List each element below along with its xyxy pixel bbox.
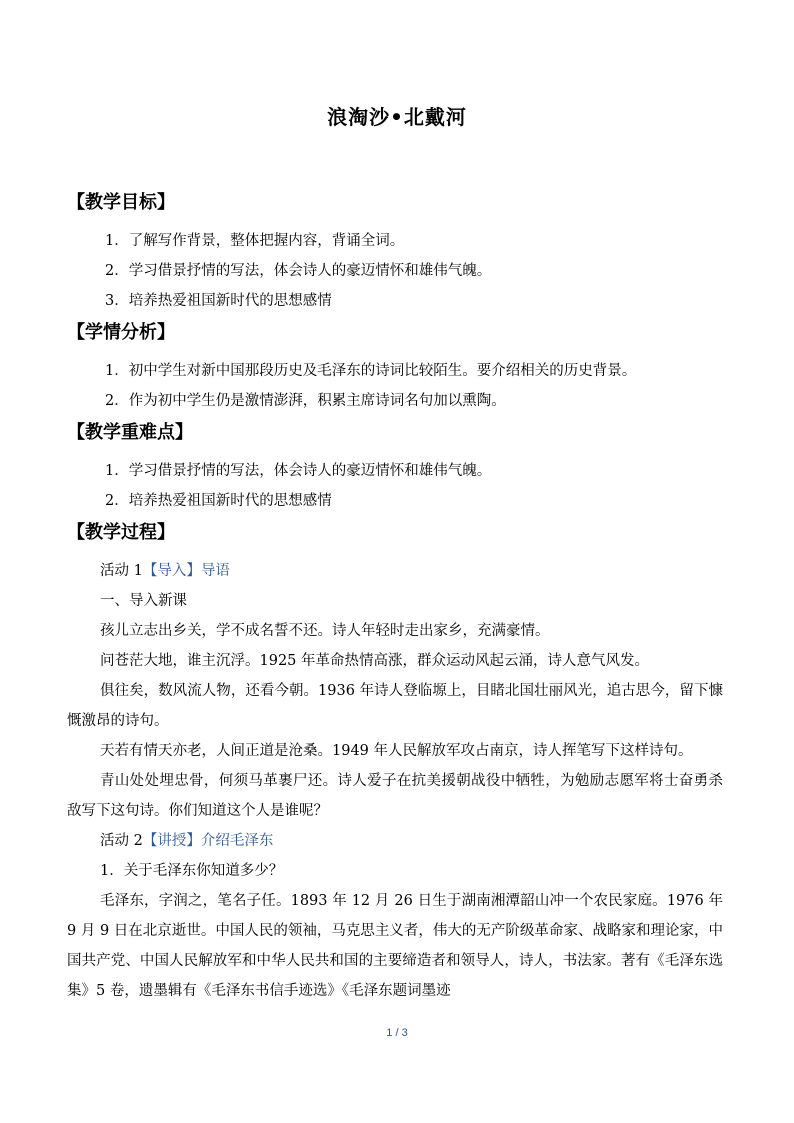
intro-paragraph: 问苍茫大地，谁主沉浮。1925 年革命热情高涨，群众运动风起云涌，诗人意气风发。 (100, 653, 650, 669)
activity-2-tag: 【讲授】 (142, 833, 201, 849)
page-number: 1 / 3 (386, 1027, 408, 1039)
goal-item: 1．了解写作背景，整体把握内容，背诵全词。 (105, 233, 405, 249)
question-line: 1．关于毛泽东你知道多少？ (100, 863, 284, 879)
activity-1-name: 导语 (200, 563, 230, 579)
section-heading-keypoints: 【教学重难点】 (67, 422, 193, 443)
subheading-intro: 一、导入新课 (100, 593, 187, 609)
bio-paragraph: 毛泽东，字润之，笔名子任。1893 年 12 月 26 日生于湖南湘潭韶山冲一个农民家庭。1976 年 9 月 9 日在北京逝世。中国人民的领袖，马克思主义者，伟大的无产阶级革命家、战略家和理论家，中国共产党、中国人民解放军和中华人民共和国的主要缔造者和领导人，诗人，书法家。著有《毛泽东选集》5 卷，遗墨辑有《毛泽东书信手迹选》《毛泽东题词墨迹 (67, 893, 723, 999)
intro-paragraph: 孩儿立志出乡关，学不成名誓不还。诗人年轻时走出家乡，充满豪情。 (100, 623, 550, 639)
section-heading-process: 【教学过程】 (67, 522, 175, 543)
activity-2-line (67, 826, 723, 856)
activity-1-line (67, 556, 723, 586)
activity-2-name: 介绍毛泽东 (200, 833, 274, 849)
goal-item: 2．学习借景抒情的写法，体会诗人的豪迈情怀和雄伟气魄。 (105, 263, 492, 279)
intro-paragraph: 天若有情天亦老，人间正道是沧桑。1949 年人民解放军攻占南京，诗人挥笔写下这样诗句。 (100, 743, 693, 759)
document-body (67, 186, 723, 1006)
section-heading-analysis: 【学情分析】 (67, 322, 175, 343)
section-heading-goals: 【教学目标】 (67, 192, 175, 213)
intro-paragraph: 俱往矣，数风流人物，还看今朝。1936 年诗人登临塬上，目睹北国壮丽风光，追古思今，留下慷慨激昂的诗句。 (67, 683, 723, 729)
activity-1-prefix: 活动 1 (100, 563, 143, 579)
activity-2-prefix: 活动 2 (100, 833, 143, 849)
intro-paragraph: 青山处处埋忠骨，何须马革裹尸还。诗人爱子在抗美援朝战役中牺牲，为勉励志愿军将士奋勇杀敌写下这句诗。你们知道这个人是谁呢？ (67, 773, 723, 819)
document-title: 浪淘沙•北戴河 (327, 105, 467, 129)
analysis-item: 2．作为初中学生仍是激情澎湃，积累主席诗词名句加以熏陶。 (105, 393, 506, 409)
keypoint-item: 2．培养热爱祖国新时代的思想感情 (105, 493, 332, 509)
activity-1-tag: 【导入】 (142, 563, 201, 579)
analysis-item: 1．初中学生对新中国那段历史及毛泽东的诗词比较陌生。要介绍相关的历史背景。 (105, 363, 637, 379)
keypoint-item: 1．学习借景抒情的写法，体会诗人的豪迈情怀和雄伟气魄。 (105, 463, 492, 479)
goal-item: 3．培养热爱祖国新时代的思想感情 (105, 293, 332, 309)
